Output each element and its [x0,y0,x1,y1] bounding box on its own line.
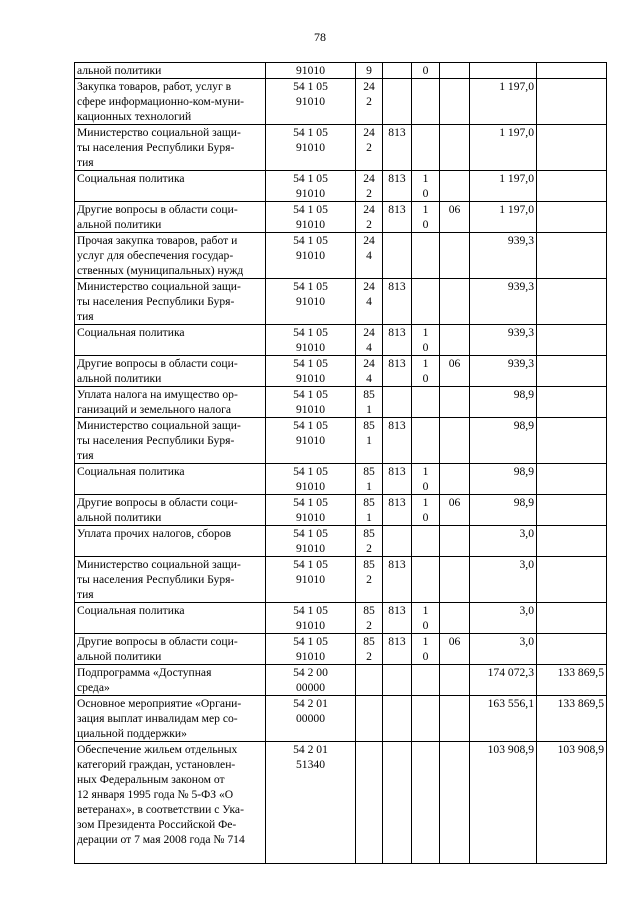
cell-subsection: 06 [440,202,470,233]
cell-name: Другие вопросы в области соци- альной политики [75,202,266,233]
cell-name: Министерство социальной защи- ты населения Республики Буря- тия [75,557,266,603]
cell-name: Уплата прочих налогов, сборов [75,526,266,557]
cell-subsection [440,418,470,464]
cell-name: Подпрограмма «Доступная среда» [75,665,266,696]
cell-expense-type: 85 2 [356,634,383,665]
cell-administrator: 813 [383,557,412,603]
cell-expense-type: 24 4 [356,356,383,387]
cell-amount-1 [470,63,537,79]
cell-name: Социальная политика [75,325,266,356]
cell-amount-2 [537,356,607,387]
cell-amount-1: 939,3 [470,233,537,279]
cell-section: 1 0 [412,171,440,202]
cell-target-article: 54 1 05 91010 [266,526,356,557]
cell-expense-type: 85 1 [356,387,383,418]
table-row [75,665,607,696]
cell-target-article: 54 1 05 91010 [266,233,356,279]
cell-subsection [440,125,470,171]
cell-administrator: 813 [383,356,412,387]
cell-name: Обеспечение жильем отдельных категорий граждан, установлен- ных Федеральным законом от 12 января 1995 года № 5-ФЗ «О ветеранах», в соответствии с Ука- зом Президента Российской Фе- дерации от 7 мая 2008 года № 714 [75,742,266,864]
cell-name: Социальная политика [75,171,266,202]
cell-target-article: 54 1 05 91010 [266,464,356,495]
table-row [75,356,607,387]
cell-amount-1: 163 556,1 [470,696,537,742]
cell-target-article: 54 1 05 91010 [266,418,356,464]
cell-amount-1: 98,9 [470,464,537,495]
cell-section: 1 0 [412,356,440,387]
cell-name: Прочая закупка товаров, работ и услуг для обеспечения государ- ственных (муниципальных) нужд [75,233,266,279]
cell-section [412,665,440,696]
cell-target-article: 54 2 01 00000 [266,696,356,742]
cell-section [412,742,440,864]
cell-administrator: 813 [383,125,412,171]
cell-subsection [440,665,470,696]
cell-subsection [440,387,470,418]
budget-table [74,62,607,864]
cell-target-article: 54 1 05 91010 [266,171,356,202]
cell-amount-2 [537,387,607,418]
cell-amount-2 [537,526,607,557]
cell-amount-1: 3,0 [470,634,537,665]
cell-section [412,233,440,279]
table-row [75,233,607,279]
cell-target-article: 54 1 05 91010 [266,325,356,356]
cell-expense-type: 85 1 [356,418,383,464]
cell-administrator: 813 [383,495,412,526]
table-row [75,325,607,356]
table-row [75,79,607,125]
cell-subsection [440,603,470,634]
cell-amount-1: 939,3 [470,279,537,325]
cell-amount-1: 939,3 [470,325,537,356]
cell-amount-2 [537,79,607,125]
cell-subsection [440,63,470,79]
cell-name: Другие вопросы в области соци- альной политики [75,634,266,665]
cell-amount-1: 3,0 [470,603,537,634]
cell-subsection: 06 [440,356,470,387]
cell-expense-type [356,742,383,864]
cell-administrator: 813 [383,202,412,233]
cell-amount-2 [537,634,607,665]
cell-amount-1: 939,3 [470,356,537,387]
cell-section [412,557,440,603]
cell-expense-type: 85 1 [356,464,383,495]
cell-administrator: 813 [383,418,412,464]
cell-expense-type: 85 1 [356,495,383,526]
cell-section: 1 0 [412,202,440,233]
cell-amount-1: 3,0 [470,557,537,603]
cell-target-article: 54 1 05 91010 [266,603,356,634]
cell-subsection: 06 [440,634,470,665]
cell-expense-type [356,696,383,742]
cell-target-article: 91010 [266,63,356,79]
cell-target-article: 54 1 05 91010 [266,387,356,418]
cell-administrator [383,665,412,696]
cell-amount-2 [537,325,607,356]
table-row [75,125,607,171]
cell-target-article: 54 2 00 00000 [266,665,356,696]
cell-administrator: 813 [383,634,412,665]
table-row [75,63,607,79]
cell-section: 0 [412,63,440,79]
cell-section: 1 0 [412,464,440,495]
cell-target-article: 54 1 05 91010 [266,356,356,387]
cell-amount-2: 133 869,5 [537,665,607,696]
cell-amount-1: 98,9 [470,387,537,418]
cell-expense-type: 24 4 [356,233,383,279]
cell-amount-2 [537,495,607,526]
cell-target-article: 54 1 05 91010 [266,125,356,171]
cell-amount-2 [537,233,607,279]
page-number: 78 [314,30,326,44]
table-row [75,464,607,495]
cell-name: Социальная политика [75,464,266,495]
cell-expense-type: 24 2 [356,125,383,171]
cell-amount-2 [537,603,607,634]
cell-target-article: 54 1 05 91010 [266,202,356,233]
cell-amount-1: 3,0 [470,526,537,557]
cell-amount-2 [537,279,607,325]
table-row [75,279,607,325]
cell-section: 1 0 [412,603,440,634]
cell-subsection [440,325,470,356]
cell-section: 1 0 [412,325,440,356]
cell-subsection [440,557,470,603]
cell-amount-2: 103 908,9 [537,742,607,864]
cell-administrator [383,63,412,79]
table-body [75,63,607,864]
cell-administrator [383,387,412,418]
cell-subsection [440,742,470,864]
cell-name: Министерство социальной защи- ты населения Республики Буря- тия [75,279,266,325]
cell-expense-type: 85 2 [356,557,383,603]
cell-expense-type: 24 4 [356,325,383,356]
cell-name: Закупка товаров, работ, услуг в сфере информационно-ком-муни- кационных технологий [75,79,266,125]
cell-target-article: 54 1 05 91010 [266,634,356,665]
cell-amount-1: 103 908,9 [470,742,537,864]
cell-name: Другие вопросы в области соци- альной политики [75,495,266,526]
cell-amount-1: 1 197,0 [470,125,537,171]
cell-target-article: 54 2 01 51340 [266,742,356,864]
table-row [75,557,607,603]
cell-administrator [383,233,412,279]
cell-section [412,125,440,171]
cell-name: Министерство социальной защи- ты населения Республики Буря- тия [75,125,266,171]
cell-expense-type: 24 2 [356,79,383,125]
cell-amount-1: 1 197,0 [470,79,537,125]
cell-name: Основное мероприятие «Органи- зация выплат инвалидам мер со- циальной поддержки» [75,696,266,742]
cell-amount-2: 133 869,5 [537,696,607,742]
cell-section: 1 0 [412,495,440,526]
cell-amount-2 [537,63,607,79]
cell-administrator [383,526,412,557]
cell-name: Другие вопросы в области соци- альной политики [75,356,266,387]
cell-expense-type: 85 2 [356,603,383,634]
table-row [75,495,607,526]
cell-amount-2 [537,202,607,233]
cell-amount-2 [537,557,607,603]
cell-expense-type: 24 2 [356,202,383,233]
table-row [75,202,607,233]
cell-amount-2 [537,418,607,464]
cell-amount-1: 1 197,0 [470,202,537,233]
table-row [75,603,607,634]
cell-amount-1: 1 197,0 [470,171,537,202]
table-row [75,171,607,202]
cell-administrator: 813 [383,325,412,356]
cell-amount-2 [537,171,607,202]
cell-section [412,418,440,464]
cell-section [412,696,440,742]
table-row [75,387,607,418]
cell-expense-type: 24 4 [356,279,383,325]
cell-administrator: 813 [383,279,412,325]
cell-amount-1: 174 072,3 [470,665,537,696]
cell-administrator: 813 [383,171,412,202]
cell-expense-type: 85 2 [356,526,383,557]
cell-expense-type [356,665,383,696]
table-row [75,696,607,742]
cell-subsection [440,233,470,279]
cell-amount-1: 98,9 [470,418,537,464]
cell-target-article: 54 1 05 91010 [266,495,356,526]
cell-section: 1 0 [412,634,440,665]
cell-amount-2 [537,464,607,495]
cell-subsection [440,79,470,125]
cell-section [412,526,440,557]
cell-name: Уплата налога на имущество ор- ганизаций и земельного налога [75,387,266,418]
cell-administrator [383,79,412,125]
cell-subsection [440,464,470,495]
table-row [75,742,607,864]
cell-subsection: 06 [440,495,470,526]
cell-administrator: 813 [383,464,412,495]
cell-subsection [440,279,470,325]
cell-name: альной политики [75,63,266,79]
cell-administrator [383,742,412,864]
cell-amount-1: 98,9 [470,495,537,526]
cell-expense-type: 24 2 [356,171,383,202]
cell-target-article: 54 1 05 91010 [266,79,356,125]
cell-target-article: 54 1 05 91010 [266,279,356,325]
cell-section [412,387,440,418]
cell-expense-type: 9 [356,63,383,79]
cell-administrator [383,696,412,742]
cell-subsection [440,526,470,557]
cell-amount-2 [537,125,607,171]
cell-name: Министерство социальной защи- ты населения Республики Буря- тия [75,418,266,464]
cell-name: Социальная политика [75,603,266,634]
cell-section [412,79,440,125]
table-row [75,634,607,665]
cell-subsection [440,696,470,742]
cell-target-article: 54 1 05 91010 [266,557,356,603]
table-row [75,418,607,464]
cell-subsection [440,171,470,202]
cell-section [412,279,440,325]
table-row [75,526,607,557]
cell-administrator: 813 [383,603,412,634]
